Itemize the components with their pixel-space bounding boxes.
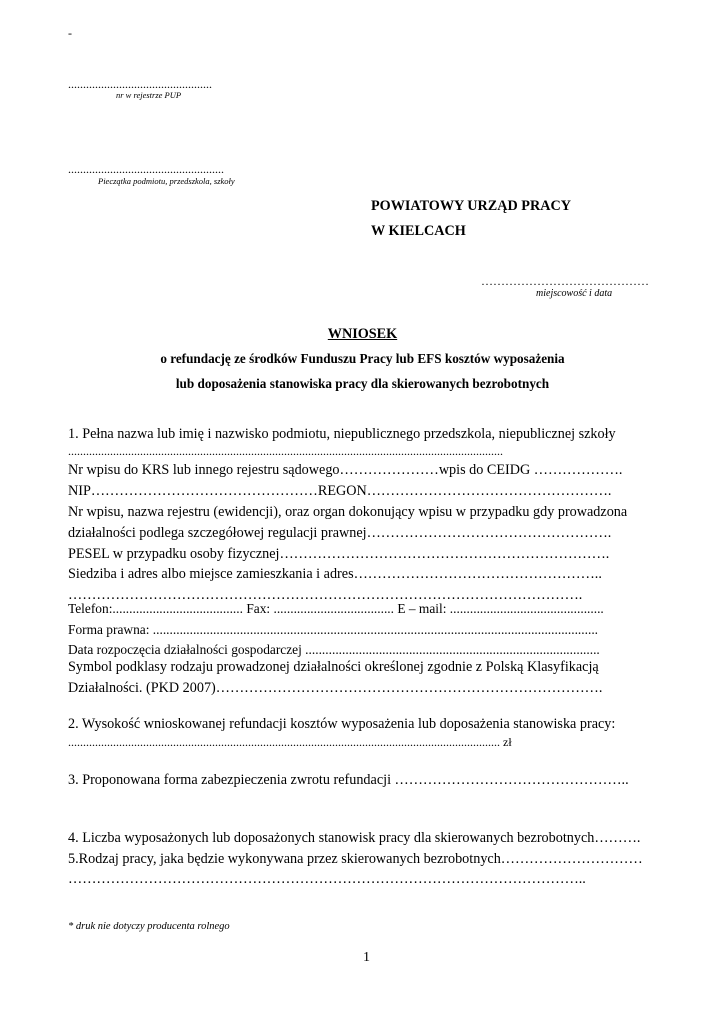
pkd-line: Symbol podklasy rodzaju prowadzonej działalności określonej zgodnie z Polską Klasyfikacją <box>68 659 599 675</box>
place-date-label: miejscowość i data <box>536 288 613 299</box>
office-name-line2: W KIELCACH <box>371 223 466 239</box>
registry-number-field: ................................................ <box>68 77 212 91</box>
address-line: Siedziba i adres albo miejsce zamieszkania i adres…………………………………………….. <box>68 566 602 582</box>
place-date-field: …………………………………… <box>481 274 649 288</box>
pkd-continued-line: Działalności. (PKD 2007)………………………………………………………………………. <box>68 680 603 696</box>
stamp-label: Pieczątka podmiotu, przedszkola, szkoły <box>98 176 235 186</box>
footnote: * druk nie dotyczy producenta rolnego <box>68 921 230 932</box>
page-number: 1 <box>363 950 370 965</box>
contact-line: Telefon:....................................... Fax: .................................... E – mail: .............................................. <box>68 601 604 616</box>
address-continued-line: ………………………………………………………………………………………………. <box>68 587 583 603</box>
register-entry-line: Nr wpisu, nazwa rejestru (ewidencji), oraz organ dokonujący wpisu w przypadku gdy prowadzona <box>68 504 628 520</box>
section1-name-field: ................................................................................................................................................. <box>68 444 503 458</box>
section4-heading: 4. Liczba wyposażonych lub doposażonych stanowisk pracy dla skierowanych bezrobotnych………. <box>68 830 641 846</box>
pesel-line: PESEL w przypadku osoby fizycznej……………………………………………………………. <box>68 546 610 562</box>
refund-amount-field: ................................................................................................................................................ zł <box>68 735 512 749</box>
document-subtitle-line2: lub doposażenia stanowiska pracy dla skierowanych bezrobotnych <box>175 376 550 391</box>
start-date-line: Data rozpoczęcia działalności gospodarczej ........................................................................................ <box>68 642 600 657</box>
section2-heading: 2. Wysokość wnioskowanej refundacji kosztów wyposażenia lub doposażenia stanowiska pracy: <box>68 716 616 732</box>
section5-field: ……………………………………………………………………………………………….. <box>68 871 586 887</box>
stamp-field: .................................................... <box>68 162 224 176</box>
nip-regon-line: NIP…………………………………………REGON……………………………………………. <box>68 483 612 499</box>
section1-heading: 1. Pełna nazwa lub imię i nazwisko podmiotu, niepublicznego przedszkola, niepublicznej szkoły <box>68 426 616 442</box>
section3-heading: 3. Proponowana forma zabezpieczenia zwrotu refundacji ………………………………………….. <box>68 772 629 788</box>
section5-heading: 5.Rodzaj pracy, jaka będzie wykonywana przez skierowanych bezrobotnych………………………… <box>68 851 643 867</box>
registry-number-label: nr w rejestrze PUP <box>116 90 182 100</box>
document-subtitle-line1: o refundację ze środków Funduszu Pracy lub EFS kosztów wyposażenia <box>160 351 565 366</box>
register-entry-continued-line: działalności podlega szczegółowej regulacji prawnej……………………………………………. <box>68 525 612 541</box>
document-title: WNIOSEK <box>327 326 398 342</box>
legal-form-line: Forma prawna: ..................................................................................................................................... <box>68 622 599 637</box>
top-mark: - <box>68 26 72 40</box>
krs-ceidg-line: Nr wpisu do KRS lub innego rejestru sądowego…………………wpis do CEIDG ………………. <box>68 462 623 478</box>
office-name-line1: POWIATOWY URZĄD PRACY <box>371 198 571 214</box>
